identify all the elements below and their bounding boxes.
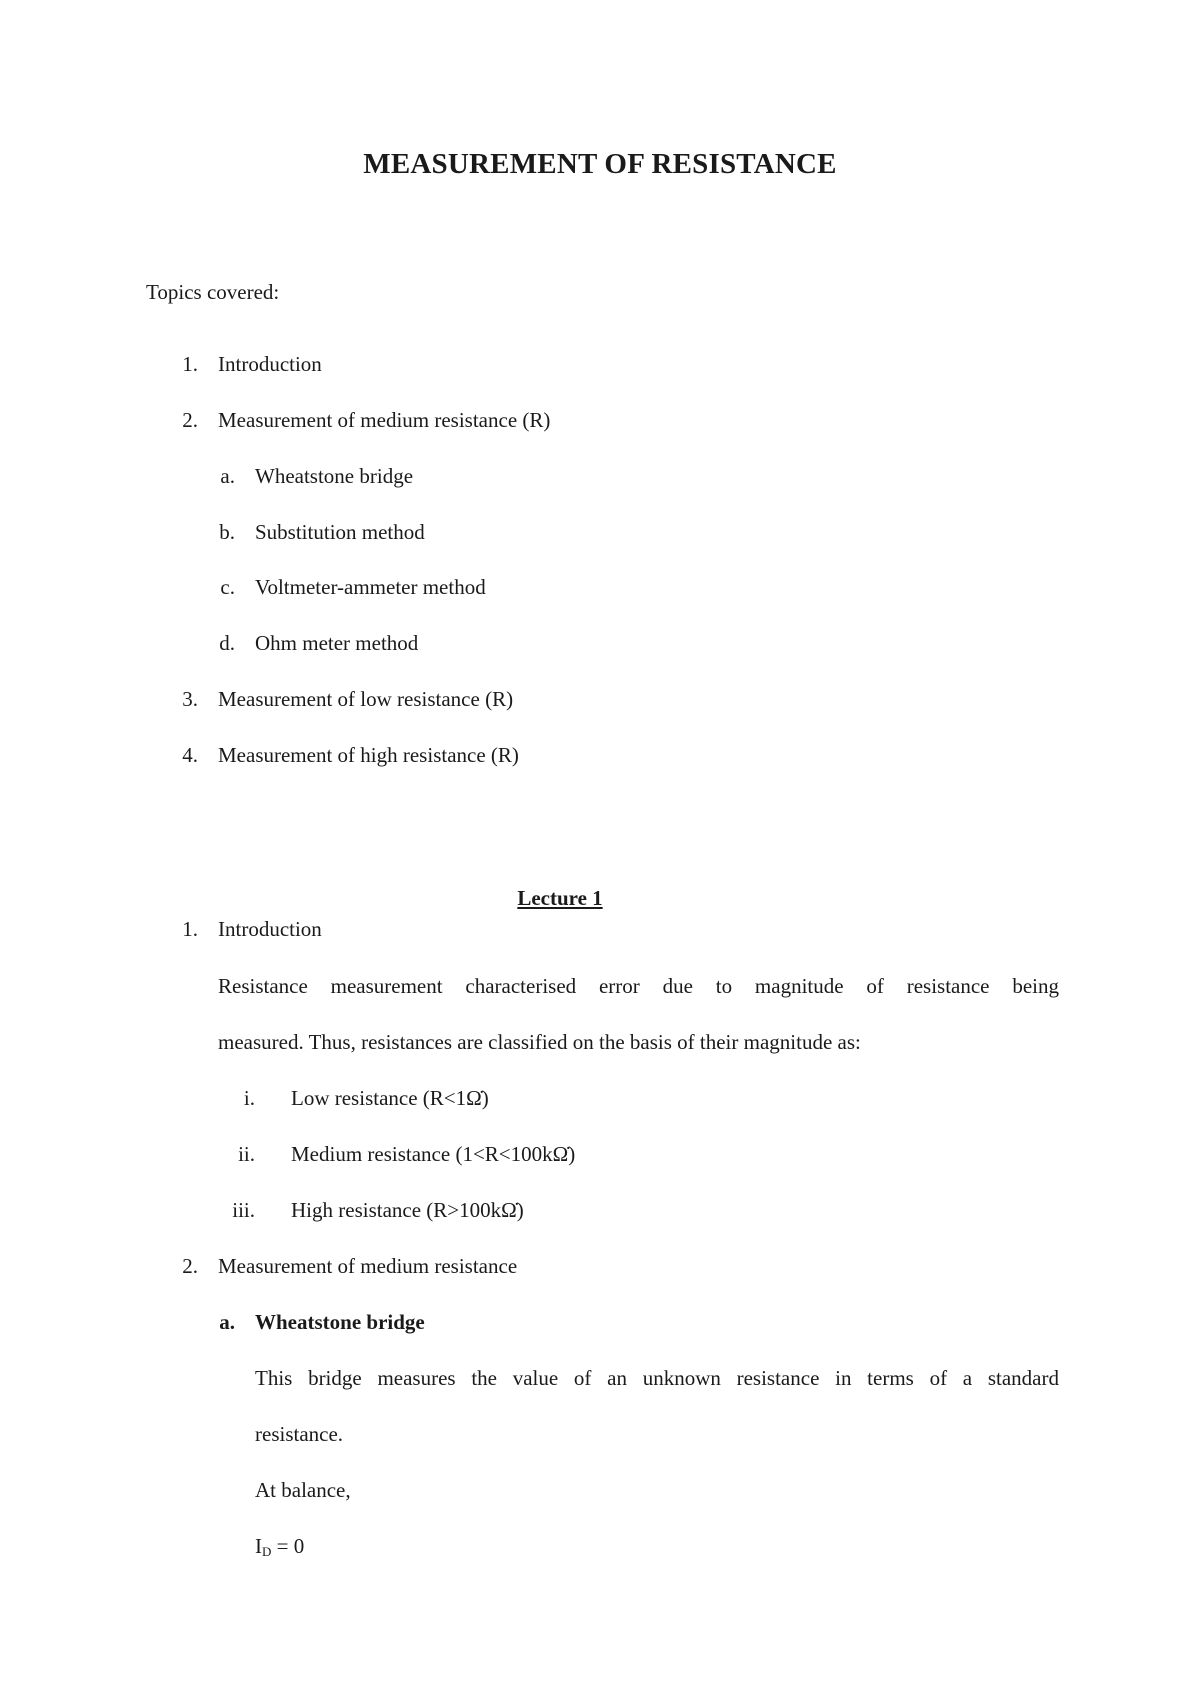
- sub-list-item: Substitution method: [255, 520, 425, 544]
- section-title: Introduction: [218, 917, 322, 941]
- section-number: 2.: [182, 1254, 198, 1278]
- roman-list-item: Medium resistance (1<R<100kΩ̇): [291, 1142, 576, 1166]
- sub-list-item: Ohm meter method: [255, 631, 419, 655]
- sub-list-item: Wheatstone bridge: [255, 464, 414, 488]
- paragraph-line: measured. Thus, resistances are classified on the basis of their magnitude as:: [218, 1030, 861, 1054]
- sub-list-item-number: d.: [219, 631, 235, 655]
- sub-list-item-number: a.: [220, 464, 235, 488]
- roman-list-item: High resistance (R>100kΩ̇): [291, 1198, 524, 1222]
- list-item: Measurement of medium resistance (R): [218, 408, 551, 432]
- paragraph-line: resistance.: [255, 1422, 344, 1446]
- topics-label: Topics covered:: [146, 280, 280, 304]
- roman-list-item: Low resistance (R<1Ω̇): [291, 1086, 489, 1110]
- current-symbol: I: [255, 1534, 262, 1558]
- list-item: Measurement of low resistance (R): [218, 687, 514, 711]
- roman-list-number: i.: [243, 1086, 255, 1110]
- list-item: Measurement of high resistance (R): [218, 743, 519, 767]
- lecture-heading: Lecture 1: [517, 886, 603, 910]
- current-value: = 0: [271, 1534, 305, 1558]
- sub-list-item-number: b.: [219, 520, 235, 544]
- equation: [255, 1532, 304, 1560]
- sub-list-item: Voltmeter-ammeter method: [255, 575, 486, 599]
- paragraph-line: This bridge measures the value of an unknown resistance in terms of a standard: [255, 1366, 1059, 1390]
- section-title: Measurement of medium resistance: [218, 1254, 518, 1278]
- paragraph-line: Resistance measurement characterised error due to magnitude of resistance being: [218, 974, 1059, 998]
- roman-list-number: iii.: [232, 1198, 255, 1222]
- section-number: 1.: [182, 917, 198, 941]
- list-item-number: 1.: [182, 352, 198, 376]
- subsection-number: a.: [219, 1310, 235, 1334]
- page-title: MEASUREMENT OF RESISTANCE: [363, 148, 837, 180]
- list-item-number: 2.: [182, 408, 198, 432]
- list-item-number: 4.: [182, 743, 198, 767]
- roman-list-number: ii.: [238, 1142, 255, 1166]
- balance-text: At balance,: [255, 1478, 351, 1502]
- subsection-title: Wheatstone bridge: [255, 1310, 425, 1334]
- list-item-number: 3.: [182, 687, 198, 711]
- current-subscript: D: [262, 1544, 272, 1559]
- sub-list-item-number: c.: [220, 575, 235, 599]
- list-item: Introduction: [218, 352, 322, 376]
